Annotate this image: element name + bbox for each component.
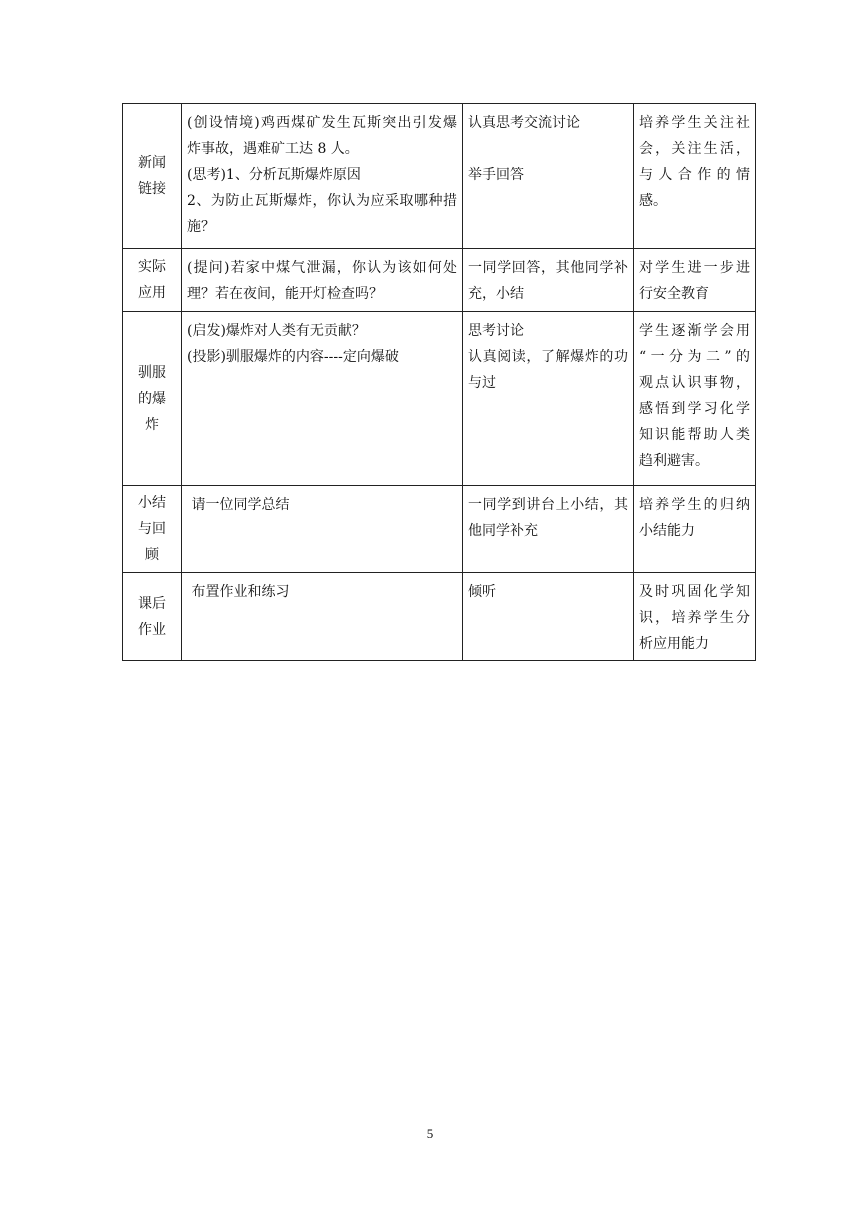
teacher-activity-line: (投影)驯服爆炸的内容----定向爆破: [187, 349, 399, 365]
student-activity-line: 与过: [468, 375, 496, 391]
teacher-activity-line: (启发)爆炸对人类有无贡献？: [187, 323, 366, 339]
design-purpose-cell: [634, 249, 756, 312]
design-purpose-line: 培养学生关注社: [639, 115, 750, 131]
table-row: [123, 312, 756, 486]
design-purpose-line: 知识能帮助人类: [639, 427, 750, 443]
teacher-activity-line: (提问)若家中煤气泄漏，你认为该如何处: [187, 260, 457, 276]
teacher-activity-cell: [182, 249, 463, 312]
teacher-activity-line: 施？: [187, 219, 215, 235]
table-row: [123, 104, 756, 249]
design-purpose-cell: [634, 573, 756, 661]
table-row: [123, 486, 756, 573]
design-purpose-line: 析应用能力: [639, 636, 709, 652]
student-activity-line: 充，小结: [468, 286, 524, 302]
teacher-activity-line: 布置作业和练习: [187, 584, 290, 600]
teacher-activity-line: 2、为防止瓦斯爆炸，你认为应采取哪种措: [187, 193, 457, 209]
teacher-activity-cell: [182, 312, 463, 486]
stage-label: 实际应用: [138, 259, 166, 301]
design-purpose-cell: [634, 104, 756, 249]
design-purpose-line: 及时巩固化学知: [639, 584, 750, 600]
stage-label: 课后作业: [138, 595, 166, 638]
design-purpose-line: 趋利避害。: [639, 453, 709, 469]
teacher-activity-cell: [182, 573, 463, 661]
teacher-activity-cell: [182, 486, 463, 573]
stage-label: 驯服的爆炸: [138, 364, 166, 433]
student-activity-line: 倾听: [468, 584, 496, 600]
design-purpose-line: 感悟到学习化学: [639, 401, 750, 417]
table-row: [123, 249, 756, 312]
design-purpose-line: 培养学生的归纳: [639, 497, 750, 513]
student-activity-line: [468, 136, 628, 162]
stage-label: 小结与回顾: [138, 495, 166, 563]
design-purpose-line: “一分为二”的: [639, 349, 750, 365]
teacher-activity-cell: [182, 104, 463, 249]
student-activity-line: 认真思考交流讨论: [468, 115, 580, 131]
student-activity-line: 思考讨论: [468, 323, 524, 339]
teacher-activity-line: (思考)1、分析瓦斯爆炸原因: [187, 167, 361, 183]
student-activity-cell: [463, 104, 634, 249]
design-purpose-cell: [634, 312, 756, 486]
design-purpose-line: 小结能力: [639, 523, 695, 539]
student-activity-line: 一同学到讲台上小结，其: [468, 497, 628, 513]
stage-cell: [123, 573, 182, 661]
student-activity-cell: [463, 573, 634, 661]
teacher-activity-line: (创设情境)鸡西煤矿发生瓦斯突出引发爆: [187, 115, 457, 131]
teacher-activity-line: 炸事故，遇难矿工达 8 人。: [187, 141, 359, 157]
table-row: [123, 573, 756, 661]
stage-cell: [123, 249, 182, 312]
stage-cell: [123, 104, 182, 249]
stage-cell: [123, 312, 182, 486]
design-purpose-line: 观点认识事物，: [639, 375, 750, 391]
student-activity-cell: [463, 249, 634, 312]
design-purpose-line: 会，关注生活，: [639, 141, 750, 157]
design-purpose-line: 与 人 合 作 的 情: [639, 167, 750, 183]
design-purpose-line: 感。: [639, 193, 667, 209]
student-activity-line: 他同学补充: [468, 523, 538, 539]
student-activity-line: 举手回答: [468, 167, 524, 183]
design-purpose-line: 学生逐渐学会用: [639, 323, 750, 339]
design-purpose-cell: [634, 486, 756, 573]
teacher-activity-line: 理？若在夜间，能开灯检查吗？: [187, 286, 383, 302]
student-activity-line: 一同学回答，其他同学补: [468, 260, 628, 276]
teacher-activity-line: 请一位同学总结: [187, 497, 290, 513]
design-purpose-line: 行安全教育: [639, 286, 709, 302]
page-number: 5: [426, 1126, 434, 1141]
stage-label: 新闻链接: [138, 155, 166, 197]
stage-cell: [123, 486, 182, 573]
design-purpose-line: 对学生进一步进: [639, 260, 750, 276]
student-activity-cell: [463, 486, 634, 573]
lesson-plan-table: [122, 103, 756, 661]
student-activity-line: 认真阅读，了解爆炸的功: [468, 349, 628, 365]
student-activity-cell: [463, 312, 634, 486]
design-purpose-line: 识，培养学生分: [639, 610, 750, 626]
